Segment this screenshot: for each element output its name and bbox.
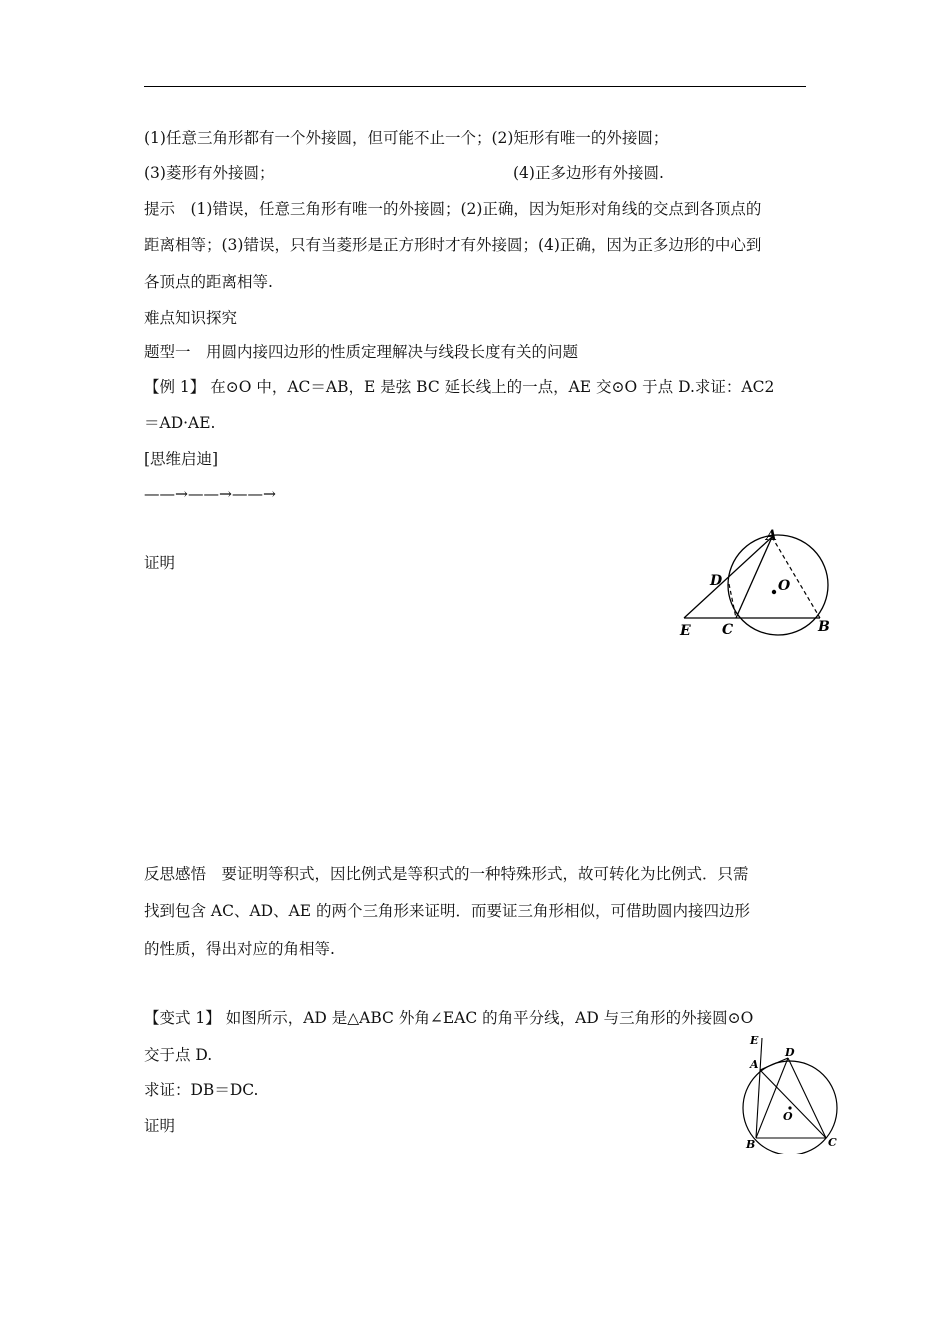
variant1-line-1: 【变式 1】 如图所示，AD 是△ABC 外角∠EAC 的角平分线，AD 与三角形的外接圆⊙O xyxy=(144,1009,754,1027)
label-d: D xyxy=(785,1046,795,1059)
property-line-3: (4)正多边形有外接圆. xyxy=(513,164,664,182)
figure-1-circle-diagram xyxy=(670,522,840,647)
example1-line-1: 【例 1】 在⊙O 中，AC＝AB，E 是弦 BC 延长线上的一点，AE 交⊙O 于点 D.求证：AC2 xyxy=(144,378,775,396)
variant1-line-2: 交于点 D. xyxy=(144,1046,213,1064)
section-title: 难点知识探究 xyxy=(144,309,238,327)
hint-line-1: 提示 (1)错误，任意三角形有唯一的外接圆；(2)正确，因为矩形对角线的交点到各顶点的 xyxy=(144,200,762,218)
label-e: E xyxy=(680,623,691,639)
label-a: A xyxy=(766,528,777,544)
reflection-line-3: 的性质，得出对应的角相等. xyxy=(144,940,335,958)
variant1-line-3: 求证：DB＝DC. xyxy=(144,1081,259,1099)
arrow-chain: ——→——→——→ xyxy=(144,485,276,503)
label-e: E xyxy=(750,1034,759,1047)
reflection-line-1: 反思感悟 要证明等积式，因比例式是等积式的一种特殊形式，故可转化为比例式．只需 xyxy=(144,865,749,883)
label-b: B xyxy=(746,1138,756,1151)
line-ac xyxy=(736,537,772,618)
line-eab xyxy=(756,1038,762,1138)
label-o: O xyxy=(783,1110,793,1123)
reflection-line-2: 找到包含 AC、AD、AE 的两个三角形来证明．而要证三角形相似，可借助圆内接四边形 xyxy=(144,902,751,920)
center-dot xyxy=(772,590,776,594)
label-a: A xyxy=(750,1058,759,1071)
hint-line-2: 距离相等；(3)错误，只有当菱形是正方形时才有外接圆；(4)正确，因为正多边形的中心到 xyxy=(144,236,762,254)
header-rule xyxy=(144,86,806,87)
label-o: O xyxy=(778,578,791,594)
property-line-1: (1)任意三角形都有一个外接圆，但可能不止一个；(2)矩形有唯一的外接圆； xyxy=(144,129,669,147)
proof1-label: 证明 xyxy=(144,554,176,572)
topic-title: 题型一 用圆内接四边形的性质定理解决与线段长度有关的问题 xyxy=(144,343,579,361)
hint-line-3: 各顶点的距离相等. xyxy=(144,273,273,291)
thinking-label: [思维启迪] xyxy=(144,450,219,468)
label-b: B xyxy=(818,619,830,635)
variant1-proof-label: 证明 xyxy=(144,1117,176,1135)
figure-2-circle-diagram xyxy=(738,1030,842,1154)
line-dc xyxy=(788,1058,826,1138)
line-ea xyxy=(684,537,772,618)
property-line-2: (3)菱形有外接圆； xyxy=(144,164,275,182)
label-c: C xyxy=(722,622,734,638)
example1-line-2: ＝AD·AE. xyxy=(144,414,216,432)
label-c: C xyxy=(828,1136,837,1149)
label-d: D xyxy=(710,573,723,589)
